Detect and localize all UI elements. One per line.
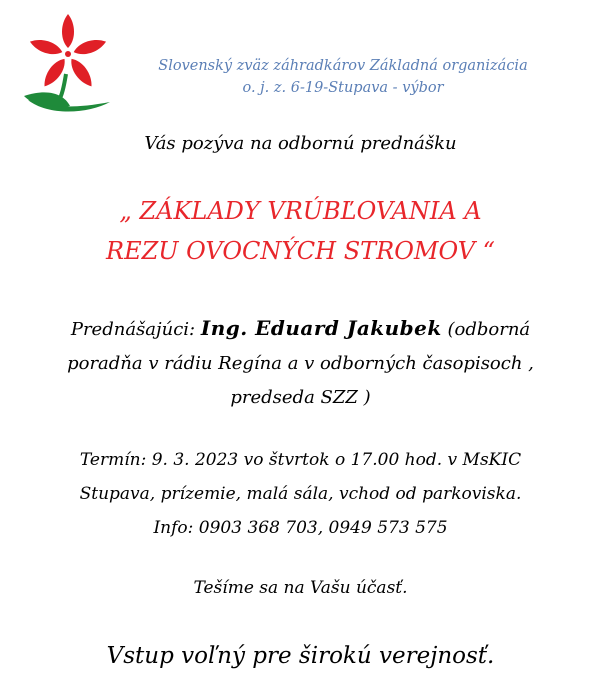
flower-logo-icon: [18, 14, 118, 116]
lecturer-block: [10, 311, 591, 415]
lecturer-line-1: [10, 311, 591, 347]
event-venue-line: Stupava, prízemie, malá sála, vchod od parkoviska.: [79, 484, 522, 504]
lecturer-label: Prednášajúci:: [70, 319, 196, 340]
event-details: [0, 443, 601, 545]
free-entry-text: Vstup voľný pre širokú verejnosť.: [106, 643, 495, 669]
organization-header: [128, 55, 558, 99]
lecturer-line-1-rest: (odborná: [447, 319, 531, 340]
lecture-title: [0, 191, 601, 271]
lecturer-line-3: predseda SZZ ): [230, 387, 371, 408]
lecturer-line-2: poradňa v rádiu Regína a v odborných časopisoch ,: [67, 353, 534, 374]
org-name-line-1: Slovenský zväz záhradkárov Základná organizácia: [158, 58, 528, 74]
event-info-line: Info: 0903 368 703, 0949 573 575: [153, 518, 448, 538]
lecture-title-line-1: „ ZÁKLADY VRÚBĽOVANIA A: [119, 197, 482, 225]
org-name-line-2: o. j. z. 6-19-Stupava - výbor: [242, 80, 444, 96]
invite-text: Vás pozýva na odbornú prednášku: [144, 133, 457, 154]
lecture-title-line-2: REZU OVOCNÝCH STROMOV “: [106, 237, 495, 265]
event-date-line: Termín: 9. 3. 2023 vo štvrtok o 17.00 hod. v MsKIC: [79, 450, 522, 470]
looking-forward-text: Tešíme sa na Vašu účasť.: [193, 578, 408, 598]
lecturer-name: Ing. Eduard Jakubek: [200, 316, 442, 340]
